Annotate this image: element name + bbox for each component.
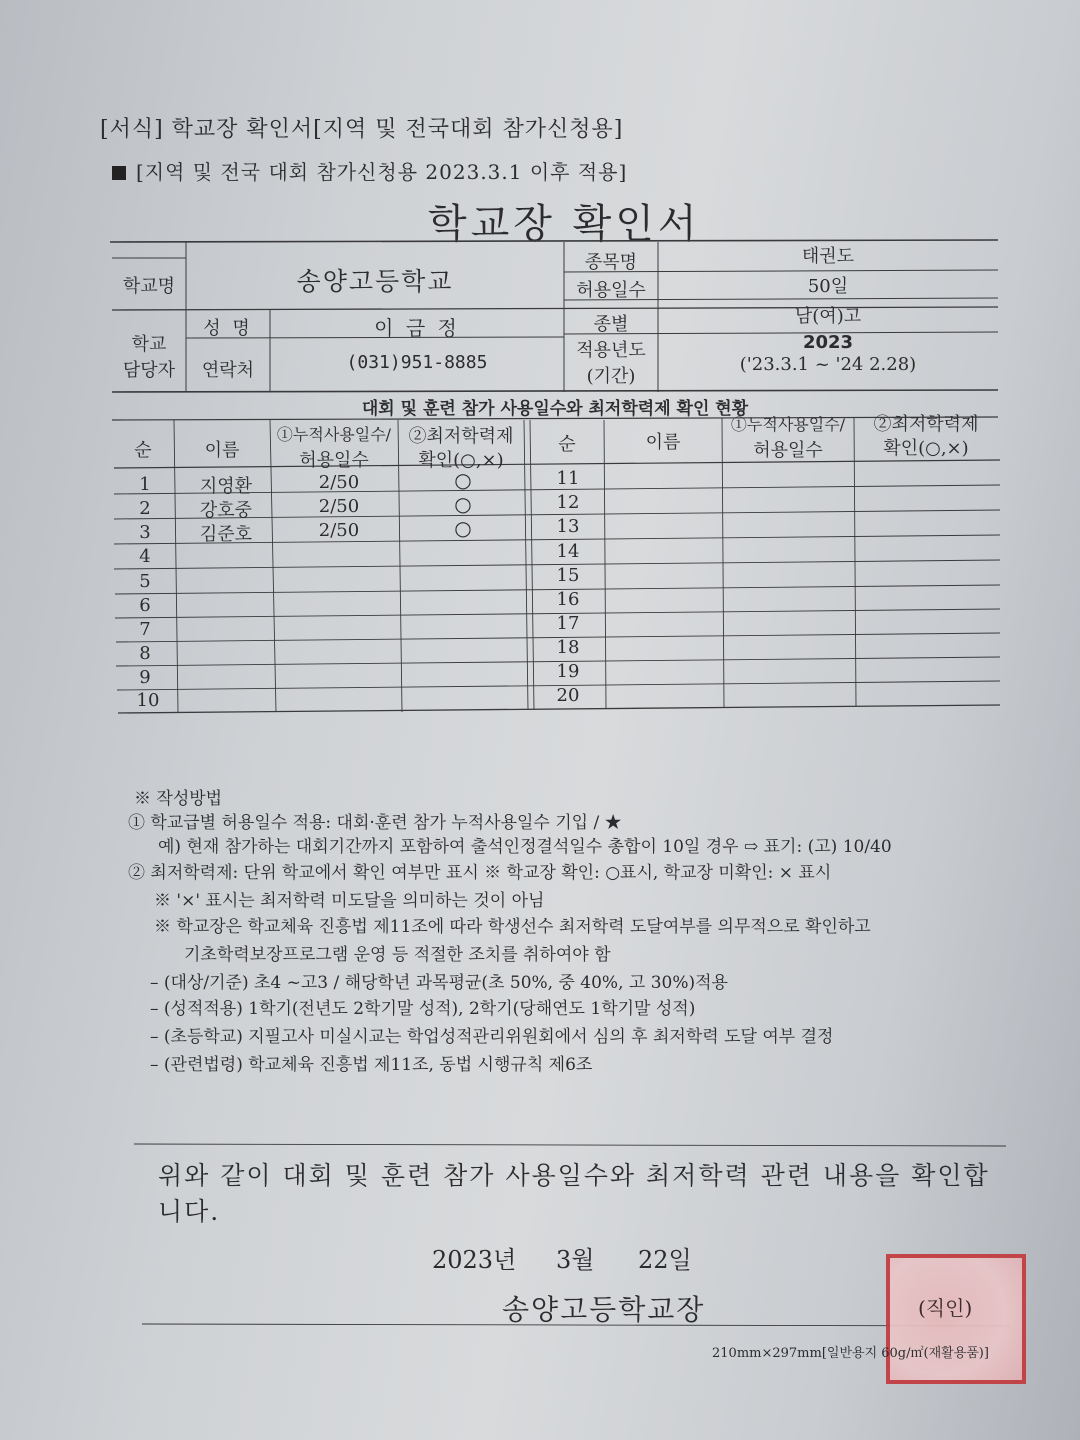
days-used: 2/50 (318, 520, 360, 541)
row-number: 16 (556, 589, 580, 610)
row-number: 12 (556, 492, 580, 513)
row-number: 15 (556, 565, 580, 586)
form-label: [서식] 학교장 확인서[지역 및 전국대회 참가신청용] (100, 117, 624, 142)
col-no-right: 순 (558, 434, 576, 455)
staff-label-line1: 학교 (131, 334, 167, 355)
days-used: 2/50 (318, 496, 360, 517)
year-value: 2023 (802, 332, 854, 353)
check-mark: ○ (454, 516, 472, 540)
sub-label: [지역 및 전국 대회 참가신청용 2023.3.1 이후 적용] (136, 160, 628, 184)
instruction-line: – (관련법령) 학교체육 진흥법 제11조, 동법 시행규칙 제6조 (150, 1055, 593, 1075)
col-days-right-line1: ①누적사용일수/ (730, 415, 846, 434)
year-label-line2: (기간) (586, 366, 636, 387)
sport-value: 태권도 (801, 246, 855, 267)
date-day: 22일 (638, 1246, 692, 1274)
period-value: ('23.3.1 ~ '24 2.28) (739, 354, 917, 375)
allowed-days-value: 50일 (807, 276, 849, 297)
page-title: 학교장 확인서 (428, 201, 701, 247)
row-number: 1 (139, 474, 151, 495)
col-days-left-line2: 허용일수 (299, 450, 369, 471)
confirmation-line1: 위와 같이 대회 및 훈련 참가 사용일수와 최저학력 관련 내용을 확인합 (158, 1161, 990, 1190)
col-no-left: 순 (134, 440, 152, 461)
col-name-left: 이름 (204, 440, 240, 461)
row-number: 14 (556, 541, 580, 562)
row-number: 18 (556, 637, 580, 658)
school-name-label: 학교명 (122, 276, 176, 297)
row-number: 20 (556, 685, 580, 706)
row-number: 11 (556, 468, 580, 489)
paper-size-note: 210mm×297mm[일반용지 60g/㎡(재활용품)] (712, 1346, 989, 1361)
type-label: 종별 (593, 314, 629, 335)
instructions-heading: ※ 작성방법 (134, 789, 223, 809)
col-days-left-line1: ①누적사용일수/ (276, 425, 392, 444)
instruction-line: – (대상/기준) 초4 ~고3 / 해당학년 과목평균(초 50%, 중 40%, 고 30%)적용 (150, 973, 728, 993)
row-number: 9 (139, 667, 151, 688)
contact-value: (031)951-8885 (346, 352, 488, 373)
days-used: 2/50 (318, 472, 360, 493)
confirmation-line2: 니다. (158, 1197, 221, 1226)
col-check-left-line2: 확인(○,×) (418, 450, 504, 471)
status-section-title: 대회 및 훈련 참가 사용일수와 최저학력제 확인 현황 (361, 399, 749, 419)
school-name-value: 송양고등학교 (296, 267, 454, 296)
staff-label-line2: 담당자 (122, 360, 176, 381)
principal-name: 송양고등학교장 (502, 1293, 706, 1326)
row-number: 17 (556, 613, 580, 634)
instruction-line: ② 최저학력제: 단위 학교에서 확인 여부만 표시 ※ 학교장 확인: ○표시, 학교장 미확인: × 표시 (128, 863, 832, 883)
check-mark: ○ (454, 492, 472, 516)
date-month: 3월 (556, 1246, 595, 1274)
student-name: 강호중 (199, 500, 253, 521)
row-number: 4 (139, 546, 151, 567)
year-label-line1: 적용년도 (576, 340, 646, 361)
seal-label: (직인) (918, 1296, 973, 1320)
instruction-line: – (초등학교) 지필고사 미실시교는 학업성적관리위원회에서 심의 후 최저학력 도달 여부 결정 (150, 1027, 834, 1047)
student-name: 지영환 (199, 476, 253, 497)
instruction-line: 예) 현재 참가하는 대회기간까지 포함하여 출석인정결석일수 총합이 10일 경우 ⇨ 표기: (고) 10/40 (158, 837, 892, 857)
allowed-days-label: 허용일수 (576, 280, 646, 301)
col-check-right-line2: 확인(○,×) (883, 438, 969, 459)
col-check-right-line1: ②최저학력제 (873, 414, 979, 435)
instruction-line: ※ 학교장은 학교체육 진흥법 제11조에 따라 학생선수 최저학력 도달여부를 의무적으로 확인하고 (154, 917, 871, 937)
contact-label: 연락처 (201, 360, 255, 381)
name-value: 이 금 정 (374, 316, 460, 340)
instruction-line: ※ '×' 표시는 최저학력 미도달을 의미하는 것이 아님 (154, 891, 545, 911)
date-year: 2023년 (432, 1246, 517, 1274)
student-name: 김준호 (199, 524, 253, 545)
instruction-line: – (성적적용) 1학기(전년도 2학기말 성적), 2학기(당해연도 1학기말 성적) (150, 999, 696, 1019)
col-name-right: 이름 (645, 432, 681, 453)
instruction-line: ① 학교급별 허용일수 적용: 대회·훈련 참가 누적사용일수 기입 / ★ (128, 813, 622, 833)
col-check-left-line1: ②최저학력제 (408, 426, 514, 447)
row-number: 6 (139, 595, 151, 616)
row-number: 8 (139, 643, 151, 664)
row-number: 19 (556, 661, 580, 682)
col-days-right-line2: 허용일수 (753, 440, 823, 461)
type-value: 남(여)고 (794, 306, 862, 327)
sport-label: 종목명 (584, 252, 638, 273)
instruction-line: 기초학력보장프로그램 운영 등 적절한 조치를 취하여야 함 (184, 945, 611, 965)
check-mark: ○ (454, 468, 472, 492)
row-number: 13 (556, 516, 580, 537)
row-number: 7 (139, 619, 151, 640)
row-number: 10 (136, 690, 160, 711)
name-label: 성 명 (203, 318, 253, 339)
row-number: 5 (139, 571, 151, 592)
row-number: 2 (139, 498, 151, 519)
row-number: 3 (139, 522, 151, 543)
